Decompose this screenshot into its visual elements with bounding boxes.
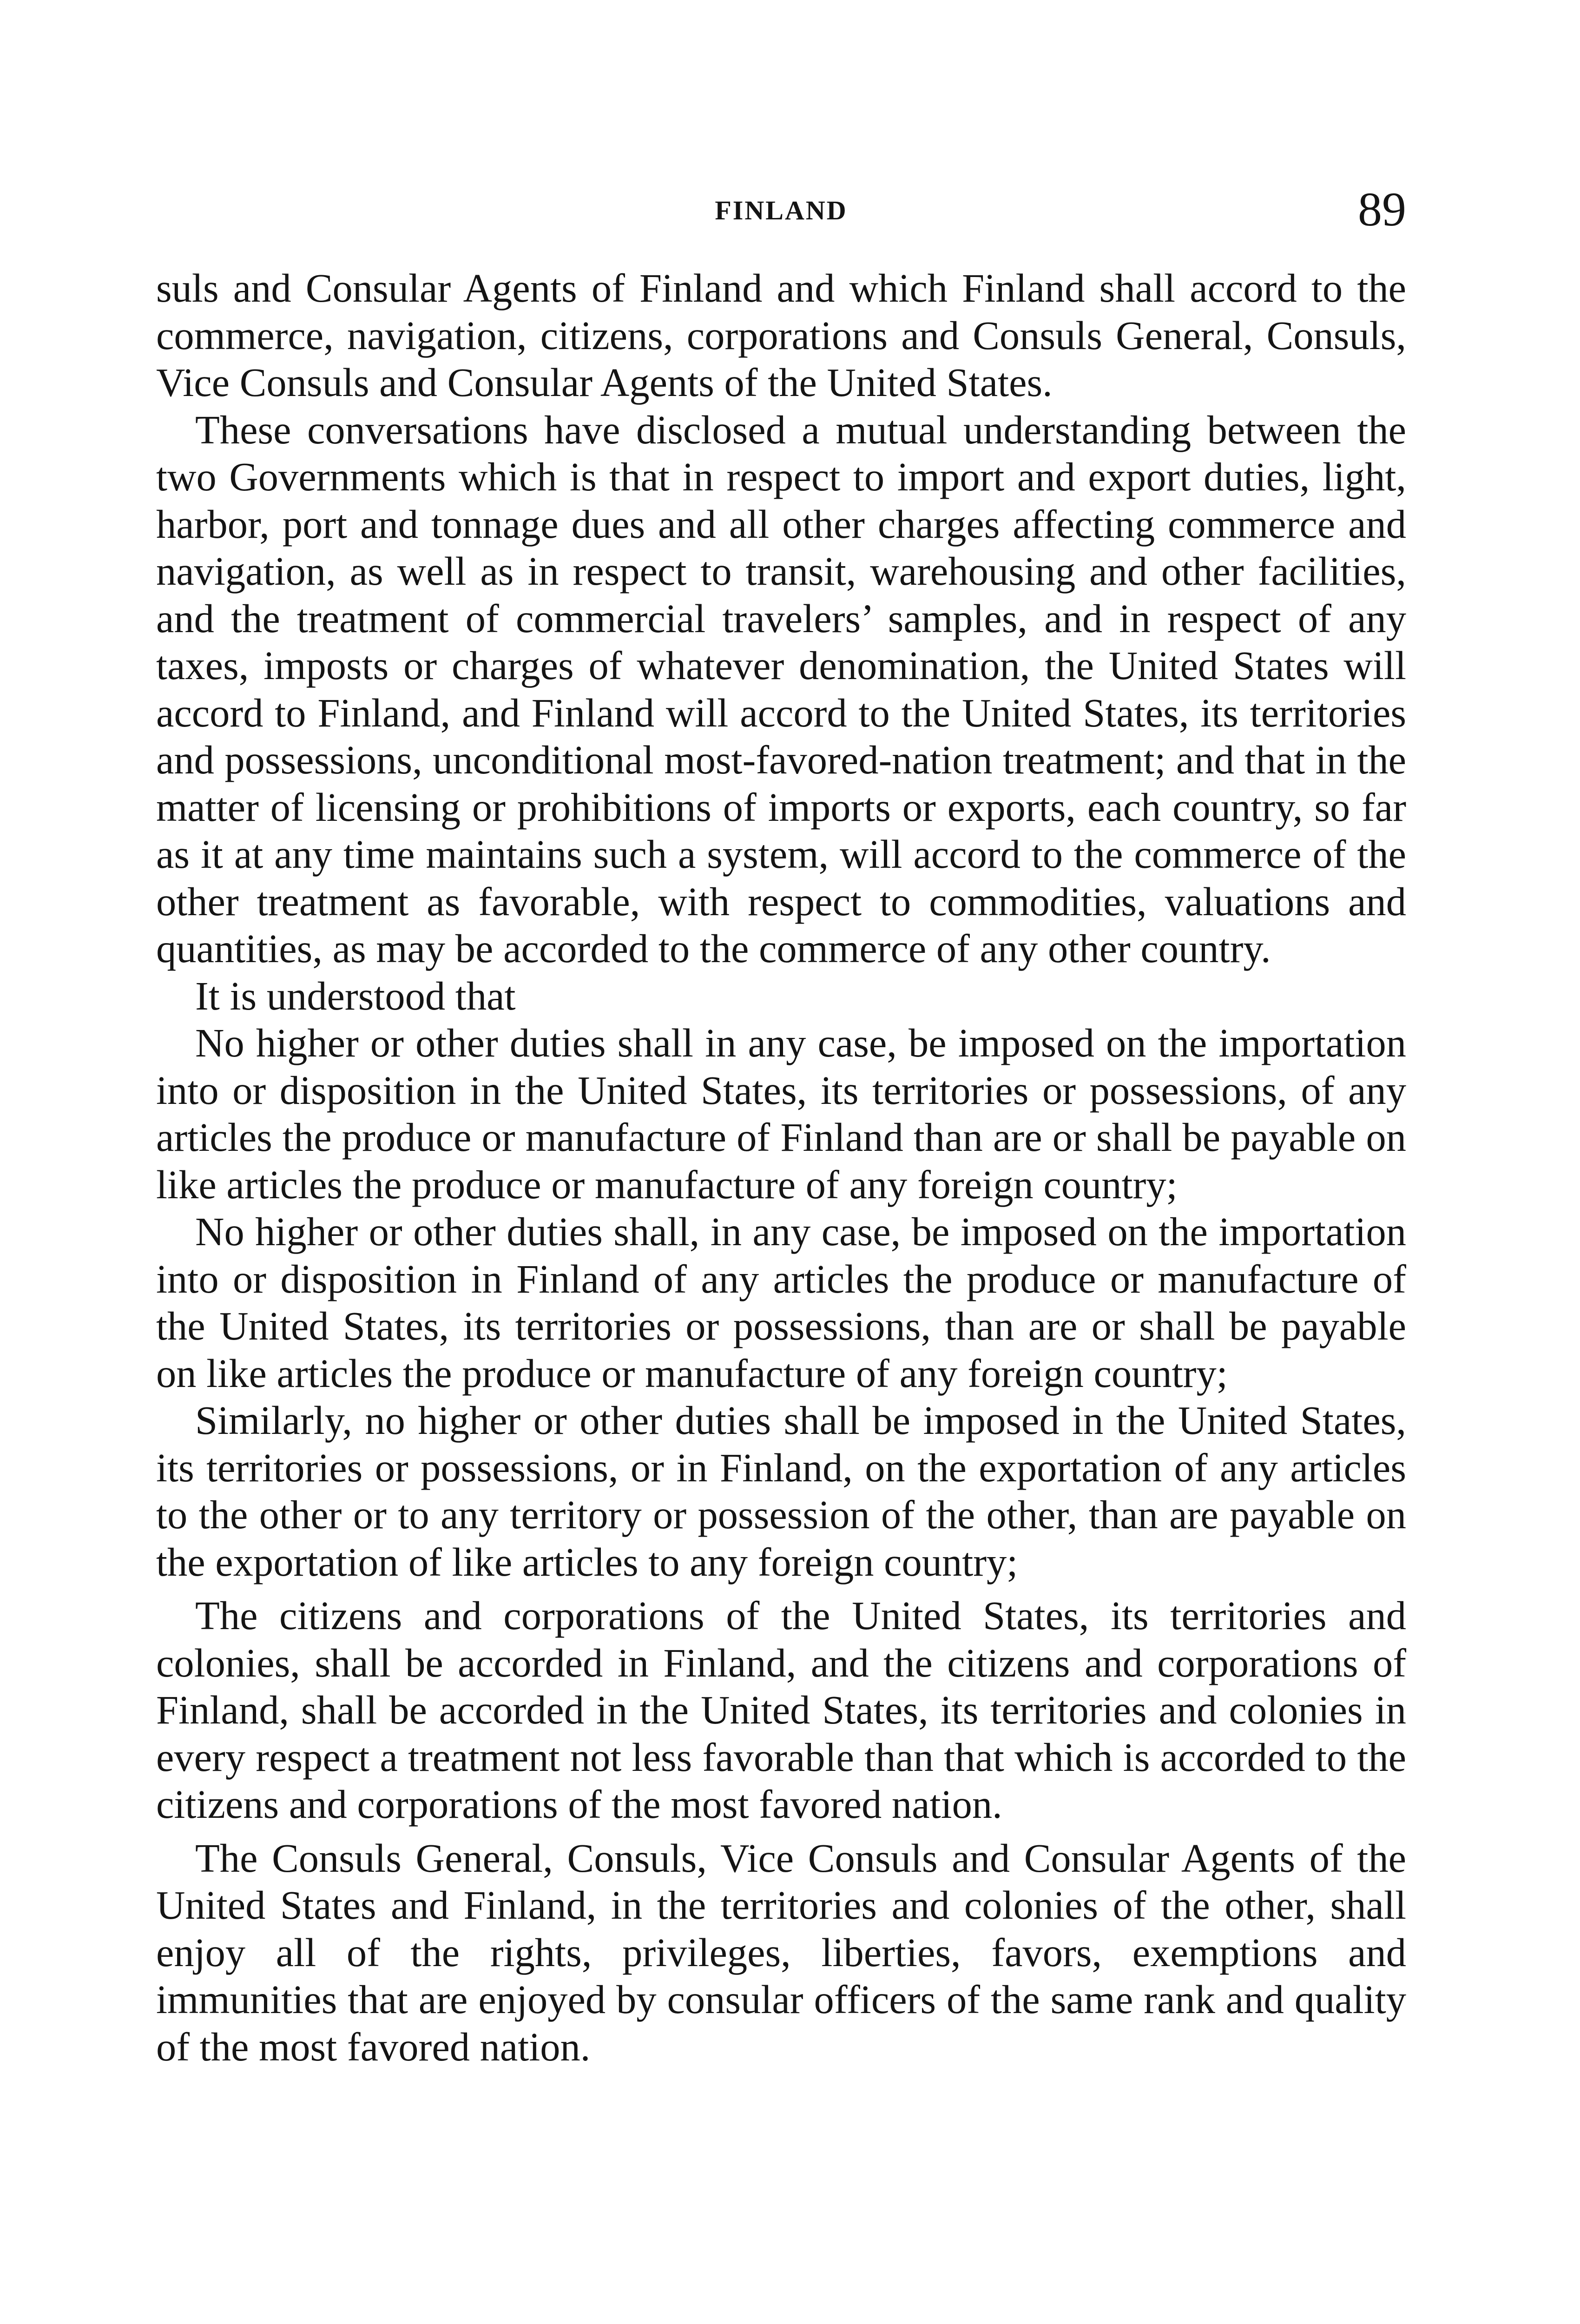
paragraph-mutual-understanding: These conversations have disclosed a mutual understanding between the two Governments which is that in respect to import and export duties, light, harbor, port and tonnage dues and all other charges affecting commerce and navigation, as well as in respect to transit, warehousing and other facilities, and the treatment of commercial travelers’ samples, and in respect of any taxes, imposts or charges of whatever denomination, the United States will accord to Finland, and Finland will accord to the United States, its territories and possessions, unconditional most-favored-nation treatment; and that in the matter of licensing or prohibitions of imports or exports, each country, so far as it at any time maintains such a system, will accord to the commerce of the other treatment as favorable, with respect to commodities, valuations and quantities, as may be accorded to the commerce of any other country. [156,407,1406,971]
paragraph-consular-officers: The Consuls General, Consuls, Vice Consuls and Consular Agents of the United States and Finland, in the territories and colonies of the other, shall enjoy all of the rights, privileges, liberties, favors, exemptions and immunities that are enjoyed by consular officers of the same rank and quality of the most favored nation. [156,1835,1406,2069]
running-head [156,183,1406,239]
paragraph-us-import-duties: No higher or other duties shall in any case, be imposed on the importation into or disposition in the United States, its territories or possessions, of any articles the produce or manufacture of Finland than are or shall be payable on like articles the produce or manufacture of any foreign country; [156,1021,1406,1207]
body-text [156,265,1406,2071]
paragraph-continuation: suls and Consular Agents of Finland and which Finland shall accord to the commerce, navigation, citizens, corporations and Consuls General, Consuls, Vice Consuls and Consular Agents of the United States. [156,266,1406,405]
paragraph-finland-import-duties: No higher or other duties shall, in any case, be imposed on the importation into or disposition in Finland of any articles the produce or manufacture of the United States, its territories or possessions, than are or shall be payable on like articles the produce or manufacture of any foreign country; [156,1209,1406,1396]
paragraph-citizens-corporations: The citizens and corporations of the United States, its territories and colonies, shall be accorded in Finland, and the citizens and corporations of Finland, shall be accorded in the United States, its territories and colonies in every respect a treatment not less favorable than that which is accorded to the citizens and corporations of the most favored nation. [156,1593,1406,1827]
running-title: FINLAND [715,195,848,225]
page-number: 89 [1358,183,1406,236]
paragraph-export-duties: Similarly, no higher or other duties shall be imposed in the United States, its territories or possessions, or in Finland, on the exportation of any articles to the other or to any territory or possession of the other, than are payable on the exportation of like articles to any foreign country; [156,1398,1406,1585]
paragraph-understood-that: It is understood that [195,973,516,1018]
